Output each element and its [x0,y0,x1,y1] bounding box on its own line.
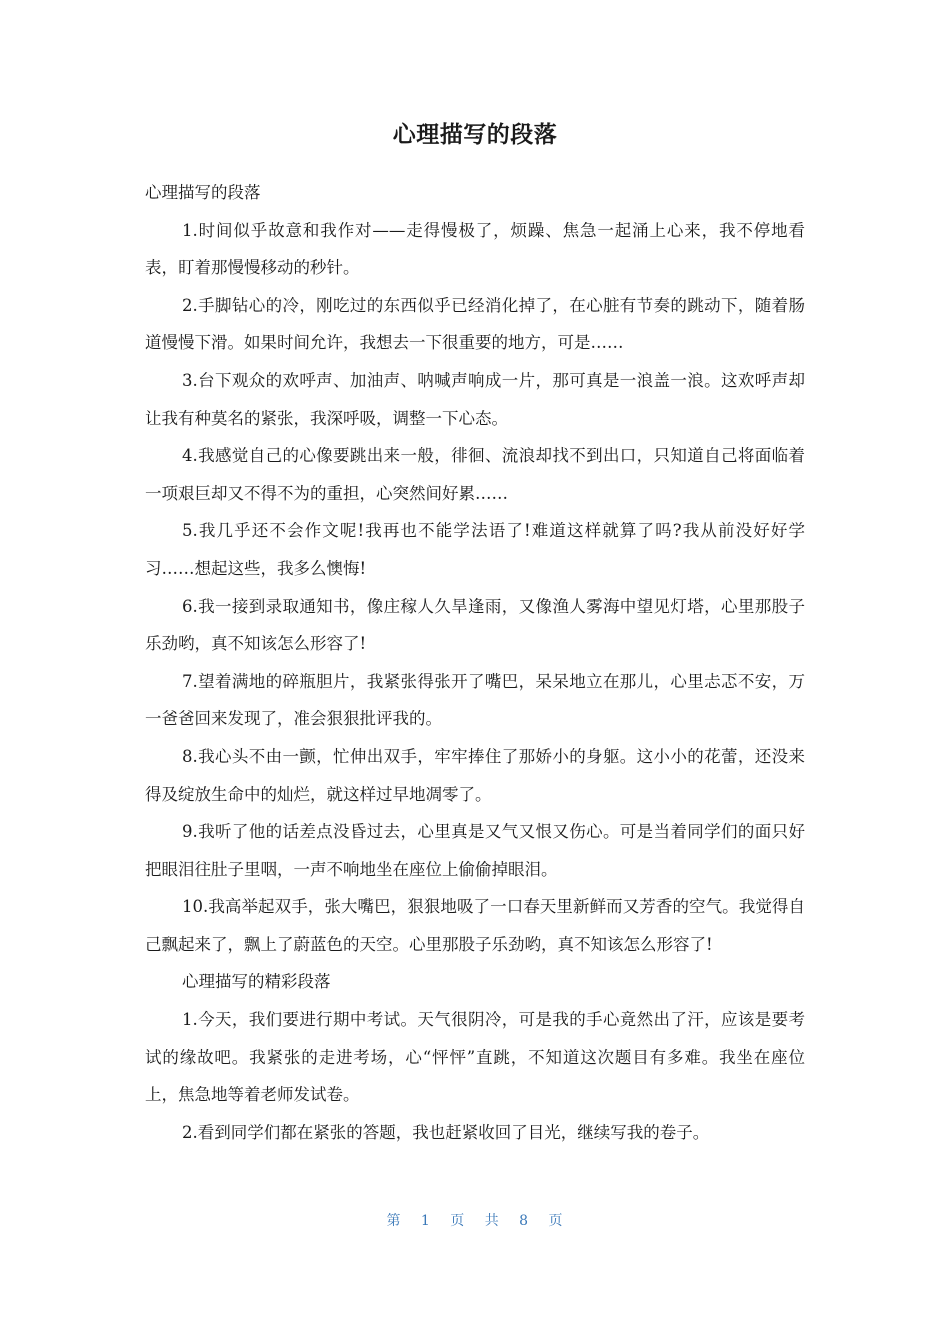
document-body [145,174,805,1151]
paragraph: 6.我一接到录取通知书，像庄稼人久旱逢雨，又像渔人雾海中望见灯塔，心里那股子乐劲哟，真不知该怎么形容了! [145,596,805,654]
paragraph: 3.台下观众的欢呼声、加油声、呐喊声响成一片，那可真是一浪盖一浪。这欢呼声却让我有种莫名的紧张，我深呼吸，调整一下心态。 [145,370,805,428]
page-number-footer: 第 1 页 共 8 页 [386,1213,564,1229]
document-title: 心理描写的段落 [392,122,558,148]
paragraph: 4.我感觉自己的心像要跳出来一般，徘徊、流浪却找不到出口，只知道自己将面临着一项艰巨却又不得不为的重担，心突然间好累…… [145,446,805,503]
paragraph: 1.时间似乎故意和我作对——走得慢极了，烦躁、焦急一起涌上心来，我不停地看表，盯着那慢慢移动的秒针。 [145,220,805,278]
paragraph: 5.我几乎还不会作文呢!我再也不能学法语了!难道这样就算了吗?我从前没好好学习……想起这些，我多么懊悔! [145,521,805,578]
paragraph: 8.我心头不由一颤，忙伸出双手，牢牢捧住了那娇小的身躯。这小小的花蕾，还没来得及绽放生命中的灿烂，就这样过早地凋零了。 [145,746,805,804]
paragraph: 1.今天，我们要进行期中考试。天气很阴冷，可是我的手心竟然出了汗，应该是要考试的缘故吧。我紧张的走进考场，心“怦怦”直跳，不知道这次题目有多难。我坐在座位上，焦急地等着老师发试卷。 [145,1010,805,1105]
paragraph: 9.我听了他的话差点没昏过去，心里真是又气又恨又伤心。可是当着同学们的面只好把眼泪往肚子里咽，一声不响地坐在座位上偷偷掉眼泪。 [145,822,805,879]
paragraph: 10.我高举起双手，张大嘴巴，狠狠地吸了一口春天里新鲜而又芳香的空气。我觉得自己飘起来了，飘上了蔚蓝色的天空。心里那股子乐劲哟，真不知该怎么形容了! [145,897,805,954]
intro-heading: 心理描写的段落 [145,183,261,202]
paragraph: 2.看到同学们都在紧张的答题，我也赶紧收回了目光，继续写我的卷子。 [182,1122,710,1142]
paragraph: 2.手脚钻心的冷，刚吃过的东西似乎已经消化掉了，在心脏有节奏的跳动下，随着肠道慢慢下滑。如果时间允许，我想去一下很重要的地方，可是…… [145,295,805,353]
section-heading: 心理描写的精彩段落 [182,972,331,992]
paragraph: 7.望着满地的碎瓶胆片，我紧张得张开了嘴巴，呆呆地立在那儿，心里忐忑不安，万一爸爸回来发现了，准会狠狠批评我的。 [145,671,805,729]
